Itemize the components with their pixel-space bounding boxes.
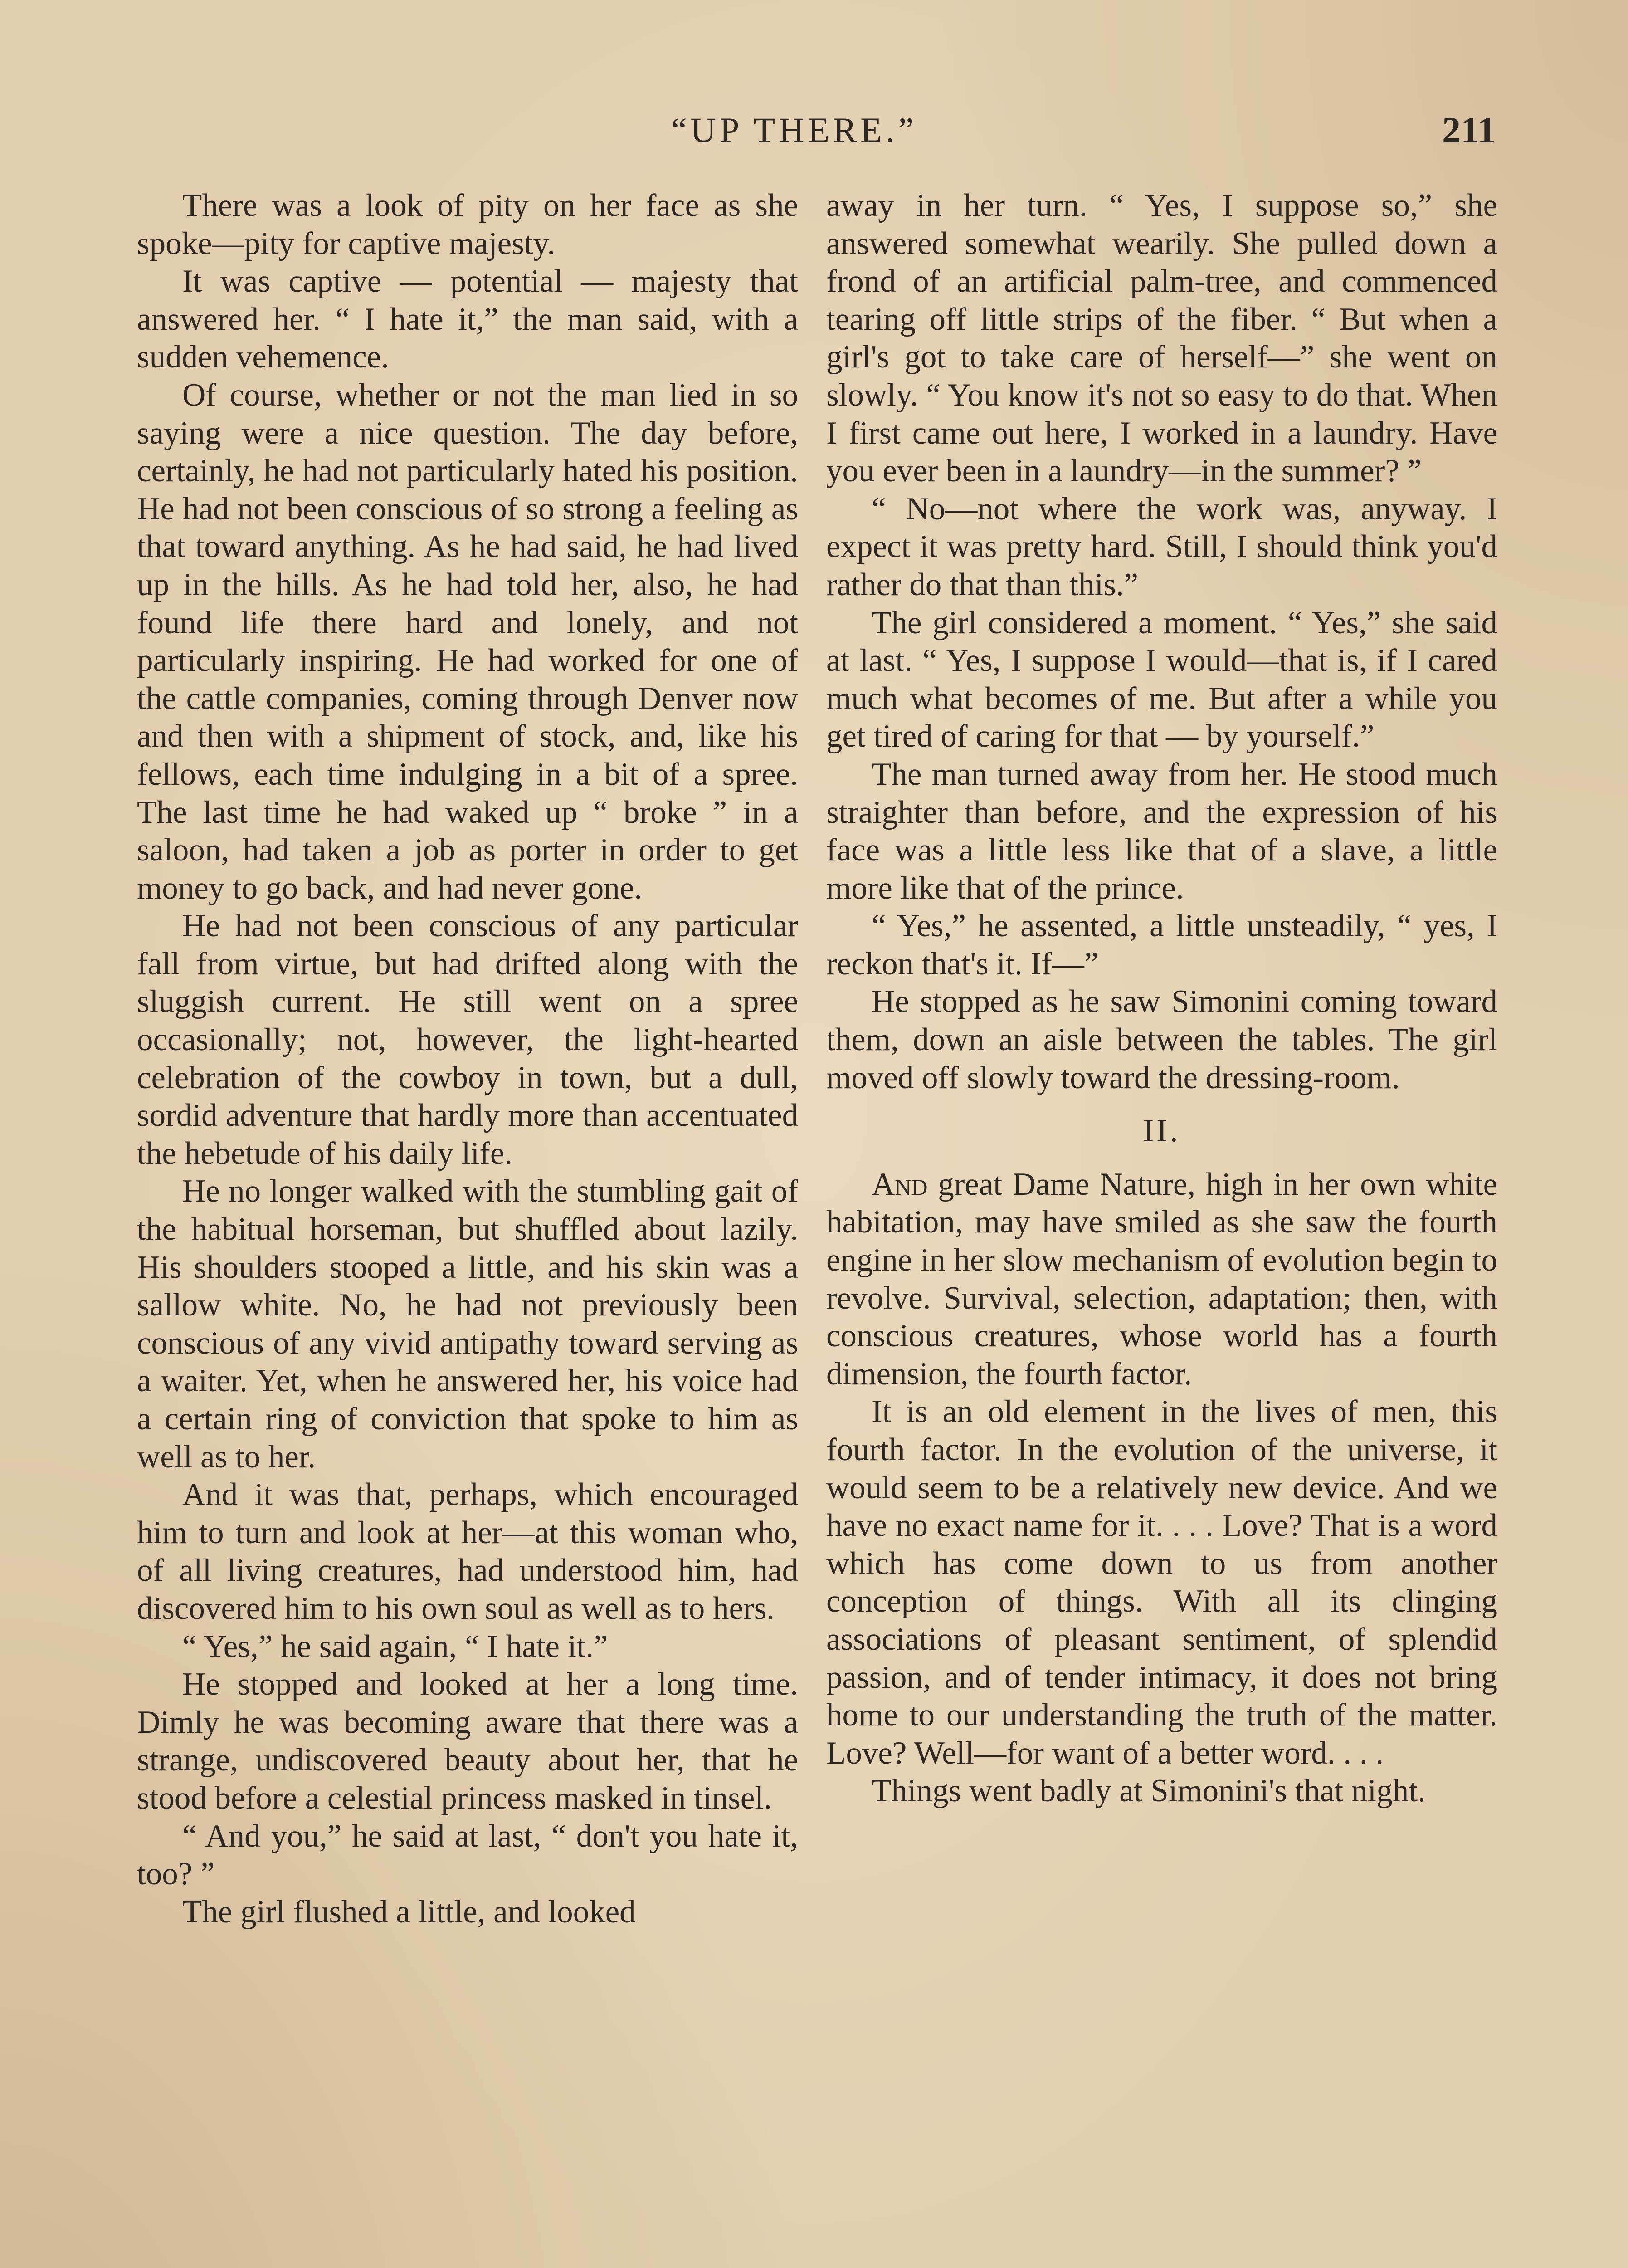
section-heading: II.: [1143, 1113, 1181, 1149]
section-opening-paragraph: [826, 1166, 1497, 1393]
opening-text: great Dame Nature, high in her own white habitation, may have smiled as she saw the fourth engine in her slow mechanism of evolution begin to revolve. Survival, selection, adaptation; then, with conscious creatures, whose world has a fourth dimension, the fourth factor.: [826, 1166, 1497, 1392]
paragraph: He no longer walked with the stumbling gait of the habitual horseman, but shuffled about lazily. His shoulders stooped a little, and his skin was a sallow white. No, he had not previously been conscious of any vivid antipathy toward serving as a waiter. Yet, when he answered her, his voice had a certain ring of conviction that spoke to him as well as to her.: [137, 1173, 798, 1475]
left-column: [137, 187, 798, 1931]
paragraph: It was captive — potential — majesty that answered her. “ I hate it,” the man said, with a sudden vehemence.: [137, 264, 798, 375]
paragraph: There was a look of pity on her face as she spoke—pity for captive majesty.: [137, 188, 798, 261]
paragraph: “ No—not where the work was, anyway. I expect it was pretty hard. Still, I should think you'd rather do that than this.”: [826, 491, 1497, 602]
running-title: “UP THERE.”: [671, 110, 917, 150]
paragraph: He had not been conscious of any particular fall from virtue, but had drifted along with the sluggish current. He still went on a spree occasionally; not, however, the light-hearted celebration of the cowboy in town, but a dull, sordid adventure that hardly more than accentuated the hebetude of his daily life.: [137, 908, 798, 1171]
paragraph: “ Yes,” he assented, a little unsteadily, “ yes, I reckon that's it. If—”: [826, 908, 1497, 982]
running-head: [0, 105, 1628, 155]
paragraph: It is an old element in the lives of men, this fourth factor. In the evolution of the universe, it would seem to be a relatively new device. And we have no exact name for it. . . . Love? That is a word which has come down to us from another conception of things. With all its clinging associations of pleasant sentiment, of splendid passion, and of tender intimacy, it does not bring home to our understanding the truth of the matter. Love? Well—for want of a better word. . . .: [826, 1394, 1497, 1771]
paragraph: Things went badly at Simonini's that night.: [872, 1773, 1426, 1809]
paragraph: He stopped and looked at her a long time. Dimly he was becoming aware that there was a strange, undiscovered beauty about her, that he stood before a celestial princess masked in tinsel.: [137, 1667, 798, 1816]
paragraph: The man turned away from her. He stood much straighter than before, and the expression of his face was a little less like that of a slave, a little more like that of the prince.: [826, 756, 1497, 906]
paragraph: And it was that, perhaps, which encouraged him to turn and look at her—at this woman who, of all living creatures, had understood him, had discovered him to his own soul as well as to hers.: [137, 1477, 798, 1626]
paragraph: The girl flushed a little, and looked: [182, 1894, 636, 1930]
paragraph: He stopped as he saw Simonini coming toward them, down an aisle between the tables. The girl moved off slowly toward the dressing-room.: [826, 984, 1497, 1095]
paragraph-continued: away in her turn. “ Yes, I suppose so,” she answered somewhat wearily. She pulled down a frond of an artificial palm-tree, and commenced tearing off little strips of the fiber. “ But when a girl's got to take care of herself—” she went on slowly. “ You know it's not so easy to do that. When I first came out here, I worked in a laundry. Have you ever been in a laundry—in the summer? ”: [826, 188, 1497, 489]
paragraph: “ And you,” he said at last, “ don't you hate it, too? ”: [137, 1818, 798, 1892]
opening-word: And: [872, 1166, 928, 1202]
paragraph: The girl considered a moment. “ Yes,” she said at last. “ Yes, I suppose I would—that is, if I cared much what becomes of me. But after a while you get tired of caring for that — by yourself.”: [826, 605, 1497, 754]
right-column: [826, 187, 1497, 1810]
page-number: 211: [1442, 109, 1496, 151]
paragraph: “ Yes,” he said again, “ I hate it.”: [182, 1628, 608, 1664]
paragraph: Of course, whether or not the man lied in so saying were a nice question. The day before, certainly, he had not particularly hated his position. He had not been conscious of so strong a feeling as that toward anything. As he had said, he had lived up in the hills. As he had told her, also, he had found life there hard and lonely, and not particularly inspiring. He had worked for one of the cattle companies, coming through Denver now and then with a shipment of stock, and, like his fellows, each time indulging in a bit of a spree. The last time he had waked up “ broke ” in a saloon, had taken a job as porter in order to get money to go back, and had never gone.: [137, 377, 798, 906]
